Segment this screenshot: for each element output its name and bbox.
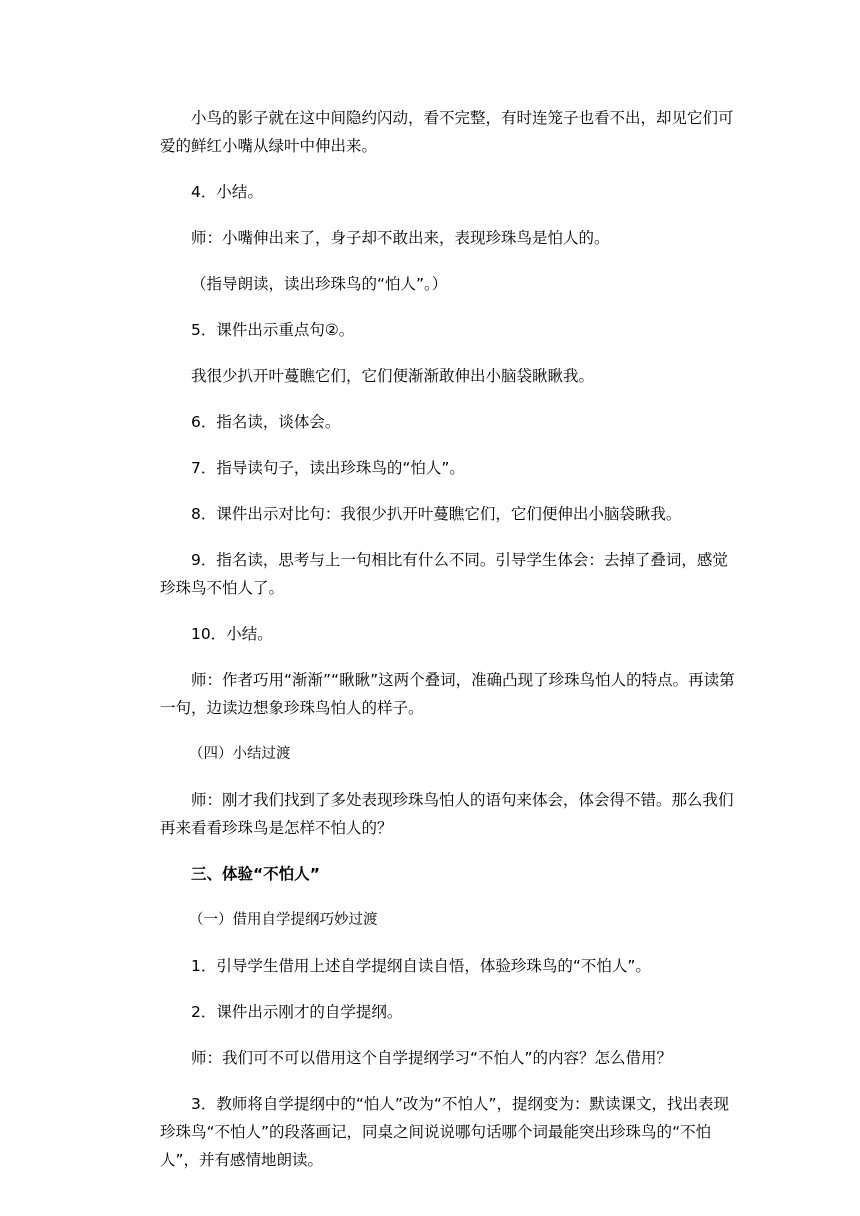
- paragraph-outline-step-1: 1．引导学生借用上述自学提纲自读自悟，体验珍珠鸟的“不怕人”。: [191, 957, 651, 975]
- paragraph-bird-shadow: 小鸟的影子就在这中间隐约闪动，看不完整，有时连笼子也看不出，却见它们可爱的鲜红小嘴从绿叶中伸出来。: [160, 109, 734, 155]
- paragraph-step-6: 6．指名读，谈体会。: [191, 413, 341, 431]
- paragraph-teacher-transition: 师：刚才我们找到了多处表现珍珠鸟怕人的语句来体会，体会得不错。那么我们再来看看珍珠鸟是怎样不怕人的？: [160, 791, 734, 837]
- section-heading-transition: （四）小结过渡: [189, 746, 291, 762]
- paragraph-summary-10: 10．小结。: [191, 625, 273, 643]
- section-heading-not-afraid: 三、体验“不怕人”: [191, 865, 320, 883]
- paragraph-key-sentence-text: 我很少扒开叶蔓瞧它们，它们便渐渐敢伸出小脑袋瞅瞅我。: [191, 367, 595, 385]
- paragraph-key-sentence-2: 5．课件出示重点句②。: [191, 321, 355, 339]
- paragraph-step-9: 9．指名读，思考与上一句相比有什么不同。引导学生体会：去掉了叠词，感觉珍珠鸟不怕人了。: [160, 551, 728, 597]
- paragraph-step-7: 7．指导读句子，读出珍珠鸟的“怕人”。: [191, 459, 465, 477]
- paragraph-guided-reading: （指导朗读，读出珍珠鸟的“怕人”。）: [191, 275, 448, 293]
- paragraph-teacher-reduplication: 师：作者巧用“渐渐”“瞅瞅”这两个叠词，准确凸现了珍珠鸟怕人的特点。再读第一句，边读边想象珍珠鸟怕人的样子。: [160, 671, 735, 717]
- paragraph-outline-step-2: 2．课件出示刚才的自学提纲。: [191, 1003, 403, 1021]
- paragraph-summary-4: 4．小结。: [191, 183, 263, 201]
- subsection-heading-outline: （一）借用自学提纲巧妙过渡: [189, 912, 378, 928]
- paragraph-teacher-question: 师：我们可不可以借用这个自学提纲学习“不怕人”的内容？怎么借用？: [191, 1049, 673, 1067]
- paragraph-teacher-beak: 师：小嘴伸出来了，身子却不敢出来，表现珍珠鸟是怕人的。: [191, 229, 610, 247]
- paragraph-outline-step-3: 3．教师将自学提纲中的“怕人”改为“不怕人”，提纲变为：默读课文，找出表现珍珠鸟“不怕人”的段落画记，同桌之间说说哪句话哪个词最能突出珍珠鸟的“不怕人”，并有感情地朗读。: [160, 1095, 729, 1169]
- document-body: [160, 104, 740, 1192]
- paragraph-step-8: 8．课件出示对比句：我很少扒开叶蔓瞧它们，它们便伸出小脑袋瞅我。: [191, 505, 682, 523]
